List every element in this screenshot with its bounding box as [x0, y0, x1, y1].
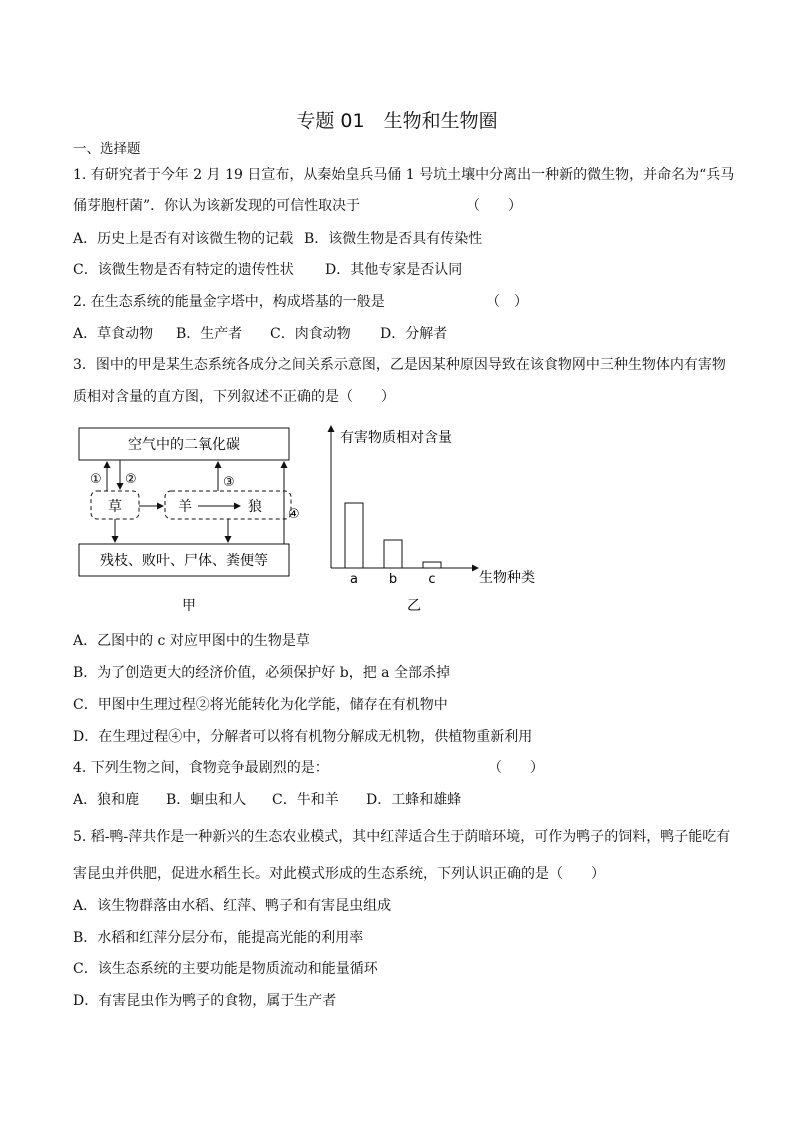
q4-option-a: A．狼和鹿 [73, 792, 140, 808]
ecosystem-diagram [70, 420, 320, 620]
grass-label: 草 [108, 499, 122, 515]
q2-stem: 2. 在生态系统的能量金字塔中，构成塔基的一般是 [73, 294, 385, 310]
q4-answer-paren: （ ） [488, 760, 544, 776]
q5-option-b: B．水稻和红萍分层分布，能提高光能的利用率 [73, 930, 364, 946]
sheep-label: 羊 [178, 499, 192, 515]
bar-c [423, 562, 441, 568]
q1-answer-paren: （ ） [466, 198, 522, 214]
tick-label-b: b [388, 572, 398, 587]
tick-label-a: a [350, 572, 358, 587]
q2-answer-paren: （ ） [486, 294, 528, 310]
bar-b [384, 540, 402, 568]
x-axis-label: 生物种类 [479, 570, 535, 586]
q5-option-a: A．该生物群落由水稻、红萍、鸭子和有害昆虫组成 [73, 898, 392, 914]
co2-label: 空气中的二氧化碳 [128, 437, 240, 453]
bar-a [345, 503, 363, 568]
diagram-caption: 甲 [182, 598, 196, 614]
q1-stem-line1: 1. 有研究者于今年 2 月 19 日宣布，从秦始皇兵马俑 1 号坑土壤中分离出一种新的微生物，并命名为“兵马 [73, 167, 735, 183]
process-1-label: ① [90, 472, 102, 487]
harmful-substance-chart [320, 420, 550, 620]
chart-caption: 乙 [407, 598, 421, 614]
q3-option-a: A．乙图中的 c 对应甲图中的生物是草 [73, 633, 310, 649]
q1-option-c: C．该微生物是否有特定的遗传性状 [73, 262, 294, 278]
q1-option-d: D．其他专家是否认同 [325, 262, 463, 278]
q1-option-a: A．历史上是否有对该微生物的记载 [73, 231, 294, 247]
q5-stem-line1: 5. 稻-鸭-萍共作是一种新兴的生态农业模式，其中红萍适合生于荫暗环境，可作为鸭子的饲料，鸭子能吃有 [73, 829, 731, 845]
process-4-label: ④ [288, 507, 300, 522]
q2-option-a: A．草食动物 [73, 326, 154, 342]
q4-option-d: D．工蜂和雄蜂 [366, 792, 462, 808]
q3-option-c: C．甲图中生理过程②将光能转化为化学能，储存在有机物中 [73, 697, 448, 713]
q5-option-d: D．有害昆虫作为鸭子的食物，属于生产者 [73, 993, 337, 1009]
q1-stem-line2: 俑芽胞杆菌”．你认为该新发现的可信性取决于 [73, 198, 361, 214]
q4-option-b: B．蛔虫和人 [166, 792, 247, 808]
q4-option-c: C．牛和羊 [272, 792, 339, 808]
section-heading: 一、选择题 [73, 141, 141, 157]
tick-label-c: c [428, 572, 436, 587]
q3-stem-line1: 3．图中的甲是某生态系统各成分之间关系示意图，乙是因某种原因导致在该食物网中三种生物体内有害物 [73, 357, 726, 373]
q4-stem: 4. 下列生物之间，食物竞争最剧烈的是： [73, 760, 329, 776]
q5-stem-line2: 害昆虫并供肥，促进水稻生长。对此模式形成的生态系统，下列认识正确的是（ ） [73, 866, 605, 882]
q2-option-b: B．生产者 [176, 326, 243, 342]
q3-option-b: B．为了创造更大的经济价值，必须保护好 b，把 a 全部杀掉 [73, 665, 450, 681]
q1-option-b: B．该微生物是否具有传染性 [304, 231, 483, 247]
q5-option-c: C．该生态系统的主要功能是物质流动和能量循环 [73, 961, 378, 977]
q2-option-c: C．肉食动物 [270, 326, 351, 342]
q3-stem-line2: 质相对含量的直方图，下列叙述不正确的是（ ） [73, 389, 395, 405]
wolf-label: 狼 [248, 499, 262, 515]
page-title: 专题 01 生物和生物圈 [296, 110, 498, 132]
q2-option-d: D．分解者 [380, 326, 448, 342]
decomposer-label: 残枝、败叶、尸体、粪便等 [100, 553, 268, 569]
q3-option-d: D．在生理过程④中，分解者可以将有机物分解成无机物，供植物重新利用 [73, 729, 533, 745]
process-2-label: ② [125, 472, 137, 487]
process-3-label: ③ [223, 475, 235, 490]
y-axis-label: 有害物质相对含量 [340, 430, 452, 446]
